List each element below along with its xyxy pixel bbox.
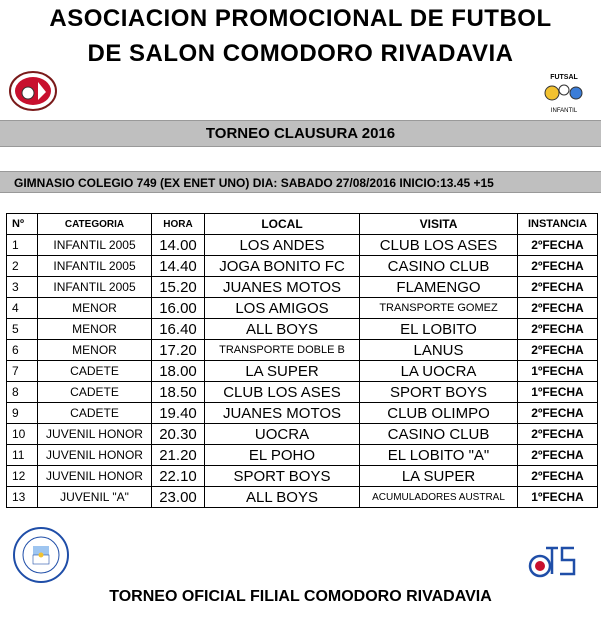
row-num: 8 — [7, 382, 38, 403]
row-hora: 18.50 — [152, 382, 205, 403]
row-local: UOCRA — [205, 424, 360, 445]
ball-icon — [538, 81, 590, 103]
row-visita: LANUS — [360, 340, 518, 361]
row-hora: 16.40 — [152, 319, 205, 340]
row-categoria: JUVENIL HONOR — [38, 466, 152, 487]
row-instancia: 2ºFECHA — [518, 277, 598, 298]
fixture-table — [6, 213, 598, 508]
row-hora: 22.10 — [152, 466, 205, 487]
row-local: LOS ANDES — [205, 235, 360, 256]
row-categoria: CADETE — [38, 382, 152, 403]
afs-logo-icon — [528, 540, 578, 580]
row-local: CLUB LOS ASES — [205, 382, 360, 403]
table-row — [7, 487, 598, 508]
table-row — [7, 340, 598, 361]
row-visita: EL LOBITO "A" — [360, 445, 518, 466]
row-local: JOGA BONITO FC — [205, 256, 360, 277]
row-hora: 21.20 — [152, 445, 205, 466]
row-num: 2 — [7, 256, 38, 277]
row-local: LOS AMIGOS — [205, 298, 360, 319]
col-header-hora: HORA — [152, 214, 205, 235]
col-header-instancia: INSTANCIA — [518, 214, 598, 235]
row-num: 5 — [7, 319, 38, 340]
col-header-local: LOCAL — [205, 214, 360, 235]
row-categoria: INFANTIL 2005 — [38, 277, 152, 298]
row-instancia: 1ºFECHA — [518, 361, 598, 382]
table-row — [7, 361, 598, 382]
table-row — [7, 466, 598, 487]
row-categoria: JUVENIL HONOR — [38, 424, 152, 445]
row-categoria: CADETE — [38, 403, 152, 424]
row-visita: CASINO CLUB — [360, 424, 518, 445]
row-instancia: 2ºFECHA — [518, 403, 598, 424]
row-local: EL POHO — [205, 445, 360, 466]
row-num: 9 — [7, 403, 38, 424]
col-header-visita: VISITA — [360, 214, 518, 235]
row-instancia: 2ºFECHA — [518, 445, 598, 466]
header-title-line2: DE SALON COMODORO RIVADAVIA — [87, 40, 514, 67]
row-hora: 19.40 — [152, 403, 205, 424]
row-categoria: JUVENIL "A" — [38, 487, 152, 508]
row-categoria: INFANTIL 2005 — [38, 235, 152, 256]
col-header-categoria: CATEGORIA — [38, 214, 152, 235]
row-local: LA SUPER — [205, 361, 360, 382]
row-visita: SPORT BOYS — [360, 382, 518, 403]
table-row — [7, 403, 598, 424]
row-categoria: MENOR — [38, 298, 152, 319]
row-categoria: MENOR — [38, 319, 152, 340]
row-instancia: 2ºFECHA — [518, 424, 598, 445]
row-num: 11 — [7, 445, 38, 466]
row-num: 7 — [7, 361, 38, 382]
row-hora: 20.30 — [152, 424, 205, 445]
futsal-logo-sublabel: INFANTIL — [550, 108, 578, 114]
row-visita: ACUMULADORES AUSTRAL — [360, 487, 518, 508]
row-visita: FLAMENGO — [360, 277, 518, 298]
row-num: 3 — [7, 277, 38, 298]
row-local: TRANSPORTE DOBLE B — [205, 340, 360, 361]
table-row — [7, 445, 598, 466]
association-logo-icon — [8, 70, 58, 112]
row-instancia: 2ºFECHA — [518, 319, 598, 340]
table-row — [7, 298, 598, 319]
row-num: 10 — [7, 424, 38, 445]
row-local: JUANES MOTOS — [205, 403, 360, 424]
table-row — [7, 277, 598, 298]
row-visita: LA SUPER — [360, 466, 518, 487]
row-visita: LA UOCRA — [360, 361, 518, 382]
row-hora: 17.20 — [152, 340, 205, 361]
col-header-num: Nº — [7, 214, 38, 235]
table-row — [7, 319, 598, 340]
row-categoria: JUVENIL HONOR — [38, 445, 152, 466]
row-instancia: 2ºFECHA — [518, 466, 598, 487]
row-visita: CLUB LOS ASES — [360, 235, 518, 256]
fixture-rows — [7, 235, 598, 508]
table-row — [7, 424, 598, 445]
row-num: 12 — [7, 466, 38, 487]
row-hora: 18.00 — [152, 361, 205, 382]
footer-title: TORNEO OFICIAL FILIAL COMODORO RIVADAVIA — [109, 588, 492, 605]
row-hora: 14.40 — [152, 256, 205, 277]
row-categoria: CADETE — [38, 361, 152, 382]
row-categoria: INFANTIL 2005 — [38, 256, 152, 277]
row-visita: CLUB OLIMPO — [360, 403, 518, 424]
venue-line: GIMNASIO COLEGIO 749 (EX ENET UNO) DIA: SABADO 27/08/2016 INICIO:13.45 +15 — [0, 171, 601, 193]
table-row — [7, 256, 598, 277]
row-local: JUANES MOTOS — [205, 277, 360, 298]
row-num: 13 — [7, 487, 38, 508]
row-visita: EL LOBITO — [360, 319, 518, 340]
row-local: ALL BOYS — [205, 487, 360, 508]
row-instancia: 1ºFECHA — [518, 487, 598, 508]
row-local: ALL BOYS — [205, 319, 360, 340]
tournament-title: TORNEO CLAUSURA 2016 — [0, 120, 601, 147]
row-instancia: 2ºFECHA — [518, 298, 598, 319]
table-row — [7, 235, 598, 256]
row-hora: 16.00 — [152, 298, 205, 319]
table-row — [7, 382, 598, 403]
federation-seal-icon — [12, 526, 70, 584]
row-visita: CASINO CLUB — [360, 256, 518, 277]
header-title-line1: ASOCIACION PROMOCIONAL DE FUTBOL — [49, 5, 552, 32]
row-instancia: 2ºFECHA — [518, 235, 598, 256]
row-instancia: 2ºFECHA — [518, 256, 598, 277]
table-header-row — [7, 214, 598, 235]
row-hora: 15.20 — [152, 277, 205, 298]
row-local: SPORT BOYS — [205, 466, 360, 487]
row-hora: 23.00 — [152, 487, 205, 508]
row-visita: TRANSPORTE GOMEZ — [360, 298, 518, 319]
row-num: 1 — [7, 235, 38, 256]
futsal-logo-label: FUTSAL — [550, 74, 578, 81]
row-hora: 14.00 — [152, 235, 205, 256]
futsal-infantil-logo — [538, 74, 590, 112]
row-categoria: MENOR — [38, 340, 152, 361]
row-instancia: 2ºFECHA — [518, 340, 598, 361]
row-num: 6 — [7, 340, 38, 361]
row-num: 4 — [7, 298, 38, 319]
row-instancia: 1ºFECHA — [518, 382, 598, 403]
